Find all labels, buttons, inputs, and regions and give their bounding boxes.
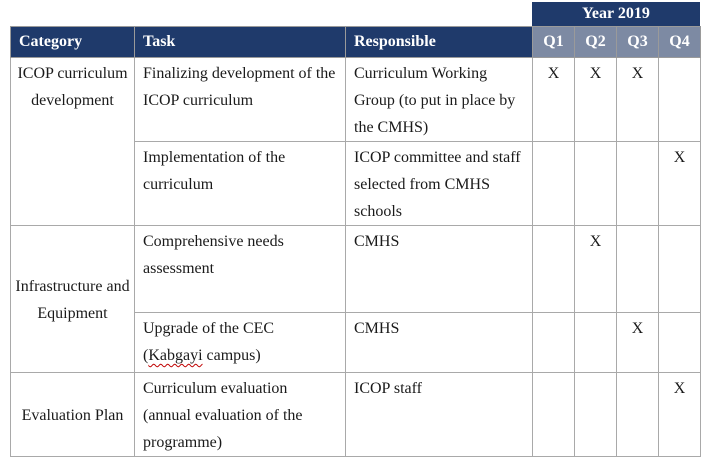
quarter-header-q1: Q1 — [533, 27, 575, 58]
year-header: Year 2019 — [532, 2, 700, 26]
quarter-mark-q1 — [533, 313, 575, 373]
task-header: Task — [135, 27, 346, 58]
quarter-header-q2: Q2 — [575, 27, 617, 58]
quarter-header-q3: Q3 — [617, 27, 659, 58]
task-cell: Curriculum evaluation (annual evaluation of the programme) — [135, 373, 346, 457]
quarter-mark-q2 — [575, 142, 617, 226]
table-row — [11, 226, 701, 313]
category-cell: Evaluation Plan — [11, 373, 135, 457]
category-cell: ICOP curriculum development — [11, 58, 135, 226]
quarter-mark-q4: X — [659, 142, 701, 226]
category-header: Category — [11, 27, 135, 58]
quarter-header-q4: Q4 — [659, 27, 701, 58]
task-cell: Comprehensive needs assessment — [135, 226, 346, 313]
category-cell: Infrastructure and Equipment — [11, 226, 135, 373]
quarter-mark-q3 — [617, 373, 659, 457]
quarter-mark-q3 — [617, 142, 659, 226]
year-header-row — [10, 2, 700, 26]
quarter-mark-q1 — [533, 142, 575, 226]
responsible-header: Responsible — [346, 27, 533, 58]
responsible-cell: ICOP committee and staff selected from CMHS schools — [346, 142, 533, 226]
responsible-cell: CMHS — [346, 226, 533, 313]
work-plan-table — [10, 26, 701, 457]
quarter-mark-q1: X — [533, 58, 575, 142]
header-row — [11, 27, 701, 58]
table-row — [11, 58, 701, 142]
quarter-mark-q2: X — [575, 58, 617, 142]
responsible-cell: Curriculum Working Group (to put in place by the CMHS) — [346, 58, 533, 142]
responsible-cell: ICOP staff — [346, 373, 533, 457]
quarter-mark-q2: X — [575, 226, 617, 313]
quarter-mark-q1 — [533, 226, 575, 313]
task-text-suffix: campus) — [202, 347, 261, 364]
task-text-prefix: Upgrade of the CEC ( — [143, 320, 275, 364]
task-cell: Implementation of the curriculum — [135, 142, 346, 226]
responsible-cell: CMHS — [346, 313, 533, 373]
quarter-mark-q4 — [659, 58, 701, 142]
work-plan-page — [10, 2, 700, 457]
table-row — [11, 373, 701, 457]
quarter-mark-q2 — [575, 373, 617, 457]
spellcheck-underlined-word: Kabgayi — [148, 347, 203, 364]
quarter-mark-q4 — [659, 226, 701, 313]
quarter-mark-q1 — [533, 373, 575, 457]
task-cell: Finalizing development of the ICOP curriculum — [135, 58, 346, 142]
year-spacer — [10, 2, 532, 26]
quarter-mark-q3: X — [617, 313, 659, 373]
quarter-mark-q2 — [575, 313, 617, 373]
quarter-mark-q3 — [617, 226, 659, 313]
quarter-mark-q4 — [659, 313, 701, 373]
quarter-mark-q4: X — [659, 373, 701, 457]
quarter-mark-q3: X — [617, 58, 659, 142]
task-cell — [135, 313, 346, 373]
